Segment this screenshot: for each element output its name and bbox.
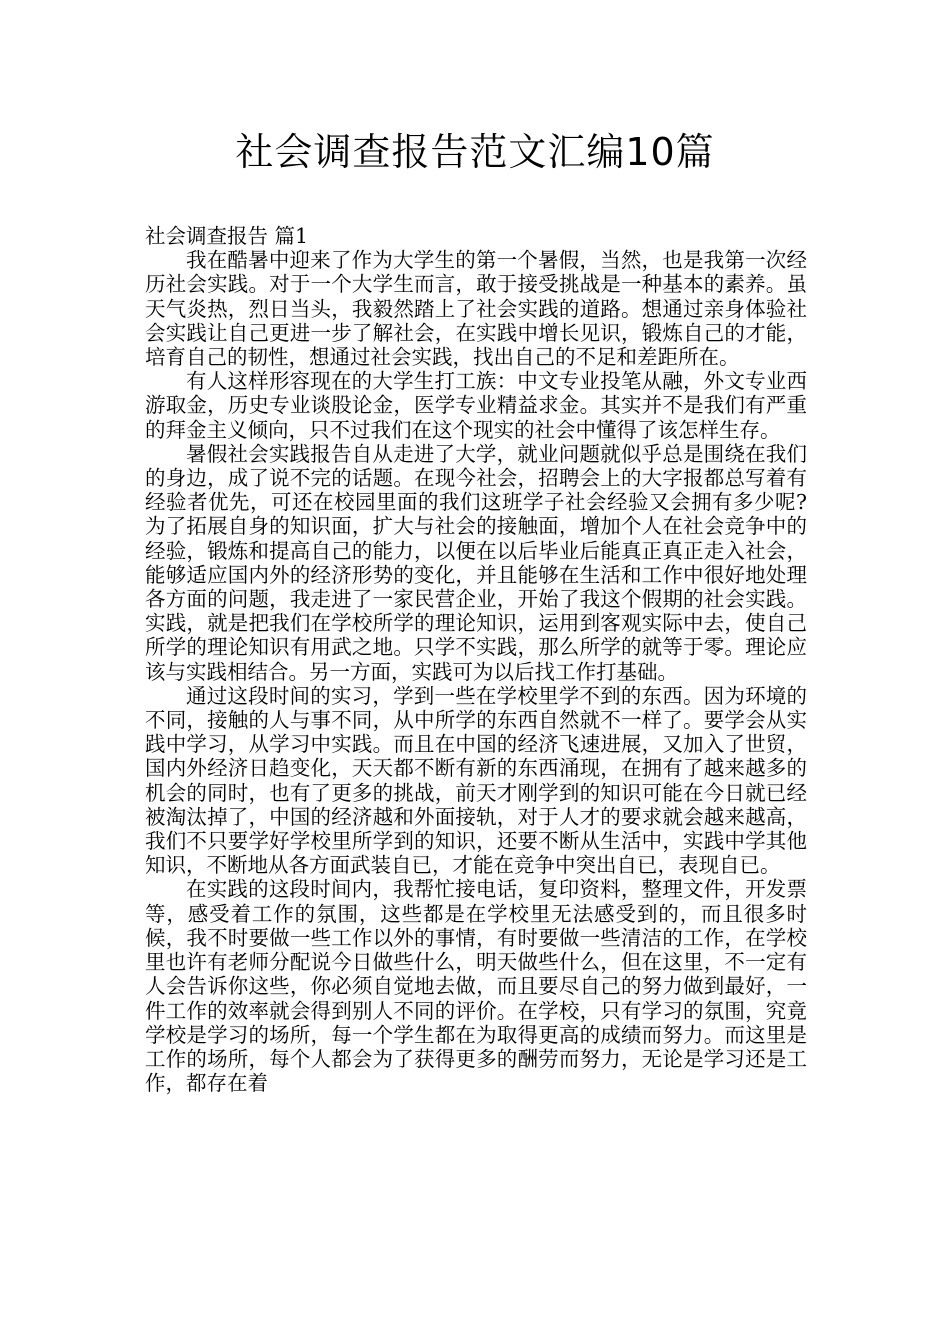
paragraph-1: 我在酷暑中迎来了作为大学生的第一个暑假，当然，也是我第一次经历社会实践。对于一个大学生而言，敢于接受挑战是一种基本的素养。虽天气炎热，烈日当头，我毅然踏上了社会实践的道路。想通过亲身体验社会实践让自己更进一步了解社会，在实践中增长见识，锻炼自己的才能，培育自己的韧性，想通过社会实践，找出自己的不足和差距所在。 xyxy=(145,248,807,370)
document-body xyxy=(145,224,807,1095)
paragraph-3: 暑假社会实践报告自从走进了大学，就业问题就似乎总是围绕在我们的身边，成了说不完的话题。在现今社会，招聘会上的大字报都总写着有经验者优先，可还在校园里面的我们这班学子社会经验又会拥有多少呢?为了拓展自身的知识面，扩大与社会的接触面，增加个人在社会竞争中的经验，锻炼和提高自己的能力，以便在以后毕业后能真正真正走入社会，能够适应国内外的经济形势的变化，并且能够在生活和工作中很好地处理各方面的问题，我走进了一家民营企业，开始了我这个假期的社会实践。实践，就是把我们在学校所学的理论知识，运用到客观实际中去，使自己所学的理论知识有用武之地。只学不实践，那么所学的就等于零。理论应该与实践相结合。另一方面，实践可为以后找工作打基础。 xyxy=(145,441,807,684)
paragraph-5: 在实践的这段时间内，我帮忙接电话，复印资料，整理文件，开发票等，感受着工作的氛围，这些都是在学校里无法感受到的，而且很多时候，我不时要做一些工作以外的事情，有时要做一些清洁的工作，在学校里也许有老师分配说今日做些什么，明天做些什么，但在这里，不一定有人会告诉你这些，你必须自觉地去做，而且要尽自己的努力做到最好，一件工作的效率就会得到别人不同的评价。在学校，只有学习的氛围，究竟学校是学习的场所，每一个学生都在为取得更高的成绩而努力。而这里是工作的场所，每个人都会为了获得更多的酬劳而努力，无论是学习还是工作，都存在着 xyxy=(145,877,807,1096)
section-heading: 社会调查报告 篇1 xyxy=(145,224,309,248)
paragraph-2: 有人这样形容现在的大学生打工族：中文专业投笔从融，外文专业西游取金，历史专业谈股论金，医学专业精益求金。其实并不是我们有严重的拜金主义倾向，只不过我们在这个现实的社会中懂得了该怎样生存。 xyxy=(145,369,807,442)
paragraph-4: 通过这段时间的实习，学到一些在学校里学不到的东西。因为环境的不同，接触的人与事不同，从中所学的东西自然就不一样了。要学会从实践中学习，从学习中实践。而且在中国的经济飞速进展，又加入了世贸，国内外经济日趋变化，天天都不断有新的东西涌现，在拥有了越来越多的机会的同时，也有了更多的挑战，前天才刚学到的知识可能在今日就已经被淘汰掉了，中国的经济越和外面接轨，对于人才的要求就会越来越高，我们不只要学好学校里所学到的知识，还要不断从生活中，实践中学其他知识，不断地从各方面武装自已，才能在竞争中突出自已，表现自已。 xyxy=(145,683,807,878)
document-title: 社会调查报告范文汇编10篇 xyxy=(235,130,715,174)
